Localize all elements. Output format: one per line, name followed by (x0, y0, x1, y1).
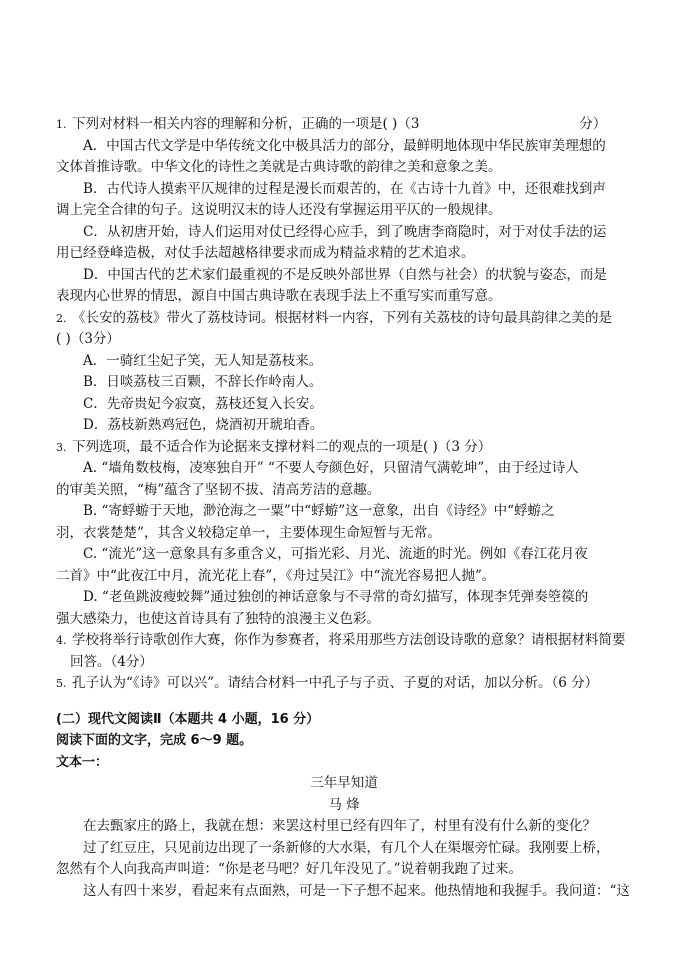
q1-option-b: B．古代诗人摸索平仄规律的过程是漫长而艰苦的，在《古诗十九首》中，还很难找到声 (83, 180, 606, 197)
q3-stem: 3. 下列选项，最不适合作为论据来支撑材料二的观点的一项是( )（3 分） (56, 437, 632, 459)
story-paragraph-3: 这人有四十来岁，看起来有点面熟，可是一下子想不起来。他热情地和我握手。我问道：“这 (83, 882, 630, 899)
q1-option-c: C．从初唐开始，诗人们运用对仗已经得心应手，到了晚唐李商隐时，对于对仗手法的运 (83, 223, 607, 240)
q3-option-c-cont: 二首》中“此夜江中月，流光花上春”，《舟过吴江》中“流光容易把人抛”。 (56, 567, 496, 584)
section-heading: (二）现代文阅读Ⅱ（本题共 4 小题，16 分） (56, 711, 320, 727)
q3-option-b-cont: 羽，衣裳楚楚”，其含义较稳定单一，主要体现生命短暂与无常。 (56, 524, 441, 541)
q3-option-d: D. “老鱼跳波瘦蛟舞”通过独创的神话意象与不寻常的奇幻描写，体现李凭弹奏箜篌的 (83, 589, 589, 605)
q2-option-d: D．荔枝新熟鸡冠色，烧酒初开琥珀香。 (83, 417, 324, 433)
q5-stem: 5. 孔子认为“《诗》可以兴”。请结合材料一中孔子与子贡、子夏的对话，加以分析。（6 分） (56, 673, 632, 695)
story-paragraph-2: 过了红豆庄，只见前边出现了一条新修的大水渠，有几个人在渠堰旁忙碌。我刚要上桥， (83, 839, 610, 856)
q2-option-b: B．日啖荔枝三百颗，不辞长作岭南人。 (83, 374, 323, 390)
q4-stem-cont: 回答。（4分） (70, 653, 153, 670)
question-number: 1. (56, 118, 67, 131)
story-author: 马 烽 (328, 796, 360, 813)
q3-option-b: B. “寄蜉蝣于天地，渺沧海之一粟”中“蜉蝣”这一意象，出自《诗经》中“蜉蝣之 (83, 503, 555, 519)
question-number: 4. (56, 634, 67, 647)
q2-stem-cont: ( )（3分） (56, 331, 120, 347)
q1-stem: 1. 下列对材料一相关内容的理解和分析，正确的一项是( )（3 分） (56, 114, 632, 136)
question-number: 5. (56, 677, 67, 690)
q2-stem: 2. 《长安的荔枝》带火了荔枝诗词。根据材料一内容，下列有关荔枝的诗句最具韵律之美的是 (56, 308, 632, 330)
q1-option-a: A．中国古代文学是中华传统文化中极具活力的部分，最鲜明地体现中华民族审美理想的 (83, 137, 606, 154)
q1-option-d-cont: 表现内心世界的情思，源自中国古典诗歌在表现手法上不重写实而重写意。 (56, 288, 502, 304)
q1-option-b-cont: 调上完全合律的句子。这说明汉末的诗人还没有掌握运用平仄的一般规律。 (56, 202, 502, 218)
q3-option-c: C. “流光”这一意象具有多重含义，可指光彩、月光、流逝的时光。例如《春江花月夜 (83, 546, 588, 562)
section-instruction: 阅读下面的文字，完成 6～9 题。 (56, 733, 253, 748)
story-paragraph-2-cont: 忽然有个人向我高声叫道：“你是老马吧？好几年没见了。”说着朝我跑了过来。 (56, 861, 523, 877)
story-paragraph-1: 在去甄家庄的路上，我就在想：来罢这村里已经有四年了，村里有没有什么新的变化？ (83, 818, 596, 834)
q3-option-a-cont: 的审美关照，“梅”蕴含了坚韧不拔、清高芳洁的意趣。 (56, 481, 381, 498)
text-label: 文本一： (56, 754, 109, 770)
q1-option-a-cont: 文体首推诗歌。中华文化的诗性之美就是古典诗歌的韵律之美和意象之美。 (56, 159, 502, 175)
story-title: 三年早知道 (310, 775, 378, 791)
exam-page (56, 114, 632, 902)
q3-option-d-cont: 强大感染力，也使这首诗具有了独特的浪漫主义色彩。 (56, 610, 380, 627)
q1-option-d: D．中国古代的艺术家们最重视的不是反映外部世界（自然与社会）的状貌与姿态，而是 (83, 266, 607, 283)
q3-option-a: A. “墙角数枝梅，凌寒独自开” “不要人夸颜色好，只留清气满乾坤”，由于经过诗人 (83, 460, 579, 476)
q2-option-c: C．先帝贵妃今寂寞，荔枝还复入长安。 (83, 395, 323, 412)
q4-stem: 4. 学校将举行诗歌创作大赛，你作为参赛者，将采用那些方法创设诗歌的意象？请根据材料简要 (56, 630, 632, 652)
question-number: 3. (56, 440, 67, 454)
question-number: 2. (56, 311, 67, 325)
q2-option-a: A．一骑红尘妃子笑，无人知是荔枝来。 (83, 352, 323, 369)
q1-option-c-cont: 用已经登峰造极，对仗手法超越格律要求而成为精益求精的艺术追求。 (56, 245, 475, 261)
